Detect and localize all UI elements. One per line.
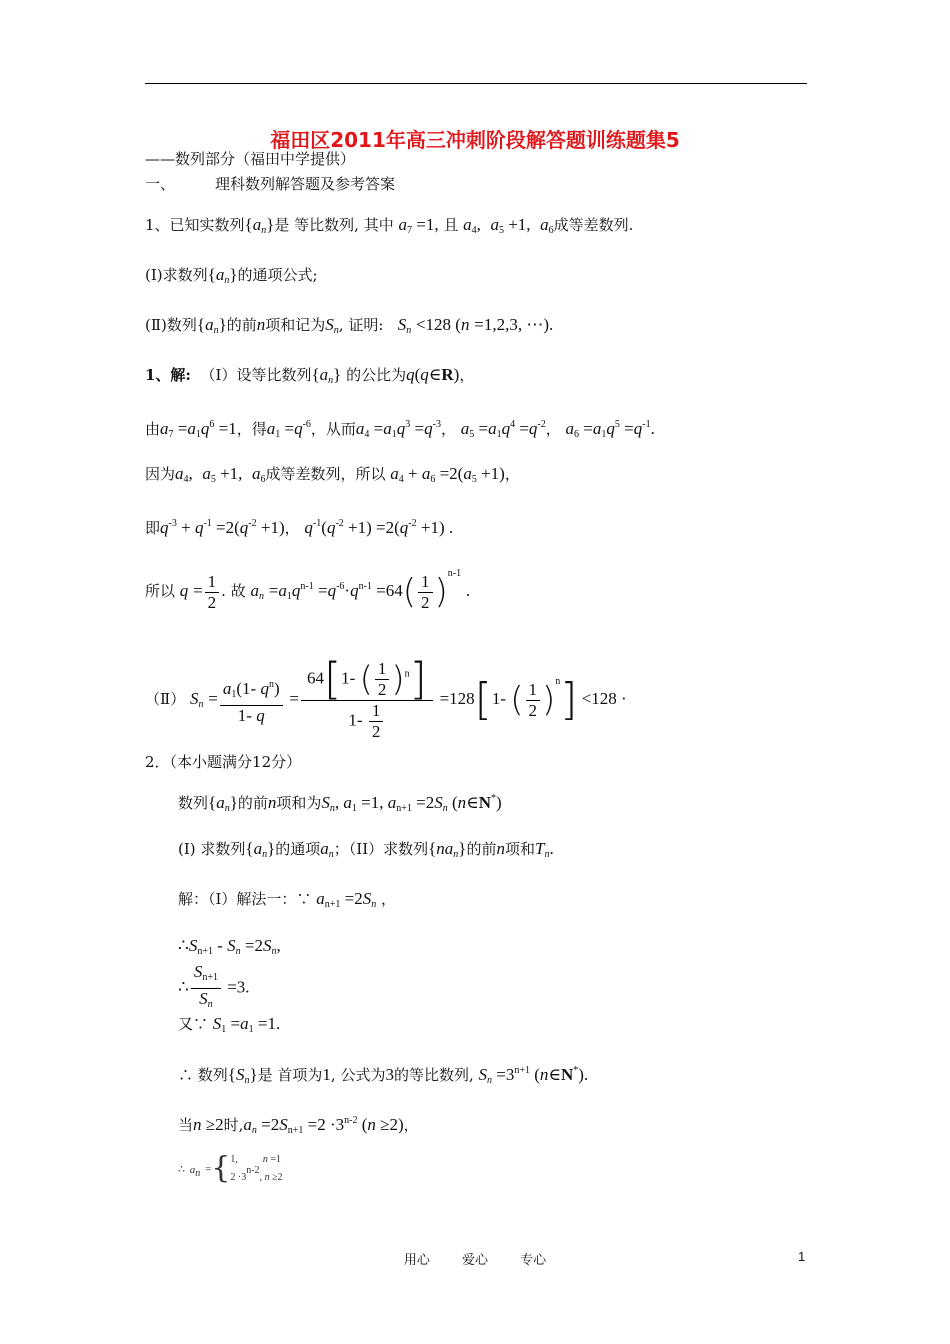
solution-1-line-3: 因为$a_4$, $a_5 +1$, $a_6$成等差数列，所以 $a_4 + a_6 =2(a_5 +1)$， [145, 464, 520, 485]
solution-1-line-5: 所以 q = $\frac{1}{2}$ . 故 $a_n =a_1q^{n-1} =q^{-6}\cdot q^{n-1} =64$( $\frac{1}{2}$ )$^{n-1}$ . [145, 568, 471, 612]
problem-2-solution-5: ∴ 数列$\{S_n\}$是 首项为1, 公式为3的等比数列, $S_n =3^{n+1}$ (n∈N*). [178, 1065, 589, 1086]
problem-2-header: 2．（本小题满分12分） [145, 753, 302, 771]
problem-1-part-1: (Ⅰ)求数列$\{a_n\}$的通项公式; [145, 265, 318, 286]
page-footer [0, 1249, 950, 1268]
footer-text-1: 用心 [403, 1253, 430, 1268]
solution-1-intro: 1、解: （Ⅰ）设等比数列$\{a_n\}$ 的公比为q(q∈R)， [145, 365, 475, 386]
page-number: 1 [798, 1249, 806, 1264]
section-heading [145, 173, 395, 195]
solution-1-part-2: （Ⅱ） $S_n$ = $\frac{a_1(1- q^n)}{1- q}$ = 64[1- ( $\frac{1}{2}$ )$^n$] 1- $\frac{1}{2}$ =128[1- ( $\frac{1}{2}$ )$^n$] <128 · [145, 653, 627, 741]
problem-2-solution-7: ∴ $a_n =\{1$, n =1 $2 \cdot 3^{n-2}$, n ≥2 [178, 1150, 283, 1186]
problem-2-statement: 数列$\{a_n\}$的前n项和为$S_n$, $a_1 =1$, $a_{n+1} =2S_n$ (n∈N*) [178, 793, 502, 814]
section-number: 一、 [145, 175, 176, 193]
problem-1-statement: 1、已知实数列$\{a_n\}$是 等比数列, 其中 $a_7 =1$, 且 $a_4$, $a_5 +1$, $a_6$成等差数列. [145, 215, 634, 236]
section-label: 理科数列解答题及参考答案 [215, 175, 396, 193]
header-rule [145, 83, 807, 84]
problem-2-solution-6: 当n ≥2时$,a_n =2S_{n+1} =2 \cdot 3^{n-2}$ (n ≥2)， [178, 1115, 419, 1136]
problem-2-solution-3: ∴ $\frac{S_{n+1}}{S_n}$ =3. [178, 962, 250, 1010]
problem-2-solution-4: 又∵ $S_1 =a_1 =1$. [178, 1014, 281, 1035]
footer-text-3: 专心 [520, 1253, 547, 1268]
solution-1-line-4: 即$q^{-3} + q^{-1} =2(q^{-2} +1)$， $q^{-1}(q^{-2} +1) =2(q^{-2} +1)$ . [145, 518, 454, 537]
problem-2-solution-1: 解：（I）解法一：∵ $a_{n+1} =2S_n$ ， [178, 889, 396, 910]
document-title: 福田区2011年高三冲刺阶段解答题训练题集5 [270, 128, 680, 152]
problem-2-parts: (I) 求数列$\{a_n\}$的通项$a_n$；（II）求数列$\{na_n\}$的前n项和$T_n$. [178, 839, 554, 860]
footer-text-2: 爱心 [461, 1253, 488, 1268]
problem-1-part-2: (Ⅱ)数列$\{a_n\}$的前n项和记为$S_n$, 证明: $S_n <128$ (n =1,2,3, ⋯). [145, 315, 554, 336]
subtitle: ——数列部分（福田中学提供） [145, 150, 356, 168]
solution-1-line-2: 由$a_7 =a_1q^6 =1$，得$a_1 =q^{-6}$，从而$a_4 =a_1q^3 =q^{-3}$， $a_5 =a_1q^4 =q^{-2}$， $a_6 =a_1q^5 =q^{-1}$. [145, 419, 655, 440]
problem-2-solution-2: $\therefore S_{n+1} - S_n =2S_n$, [178, 936, 281, 957]
